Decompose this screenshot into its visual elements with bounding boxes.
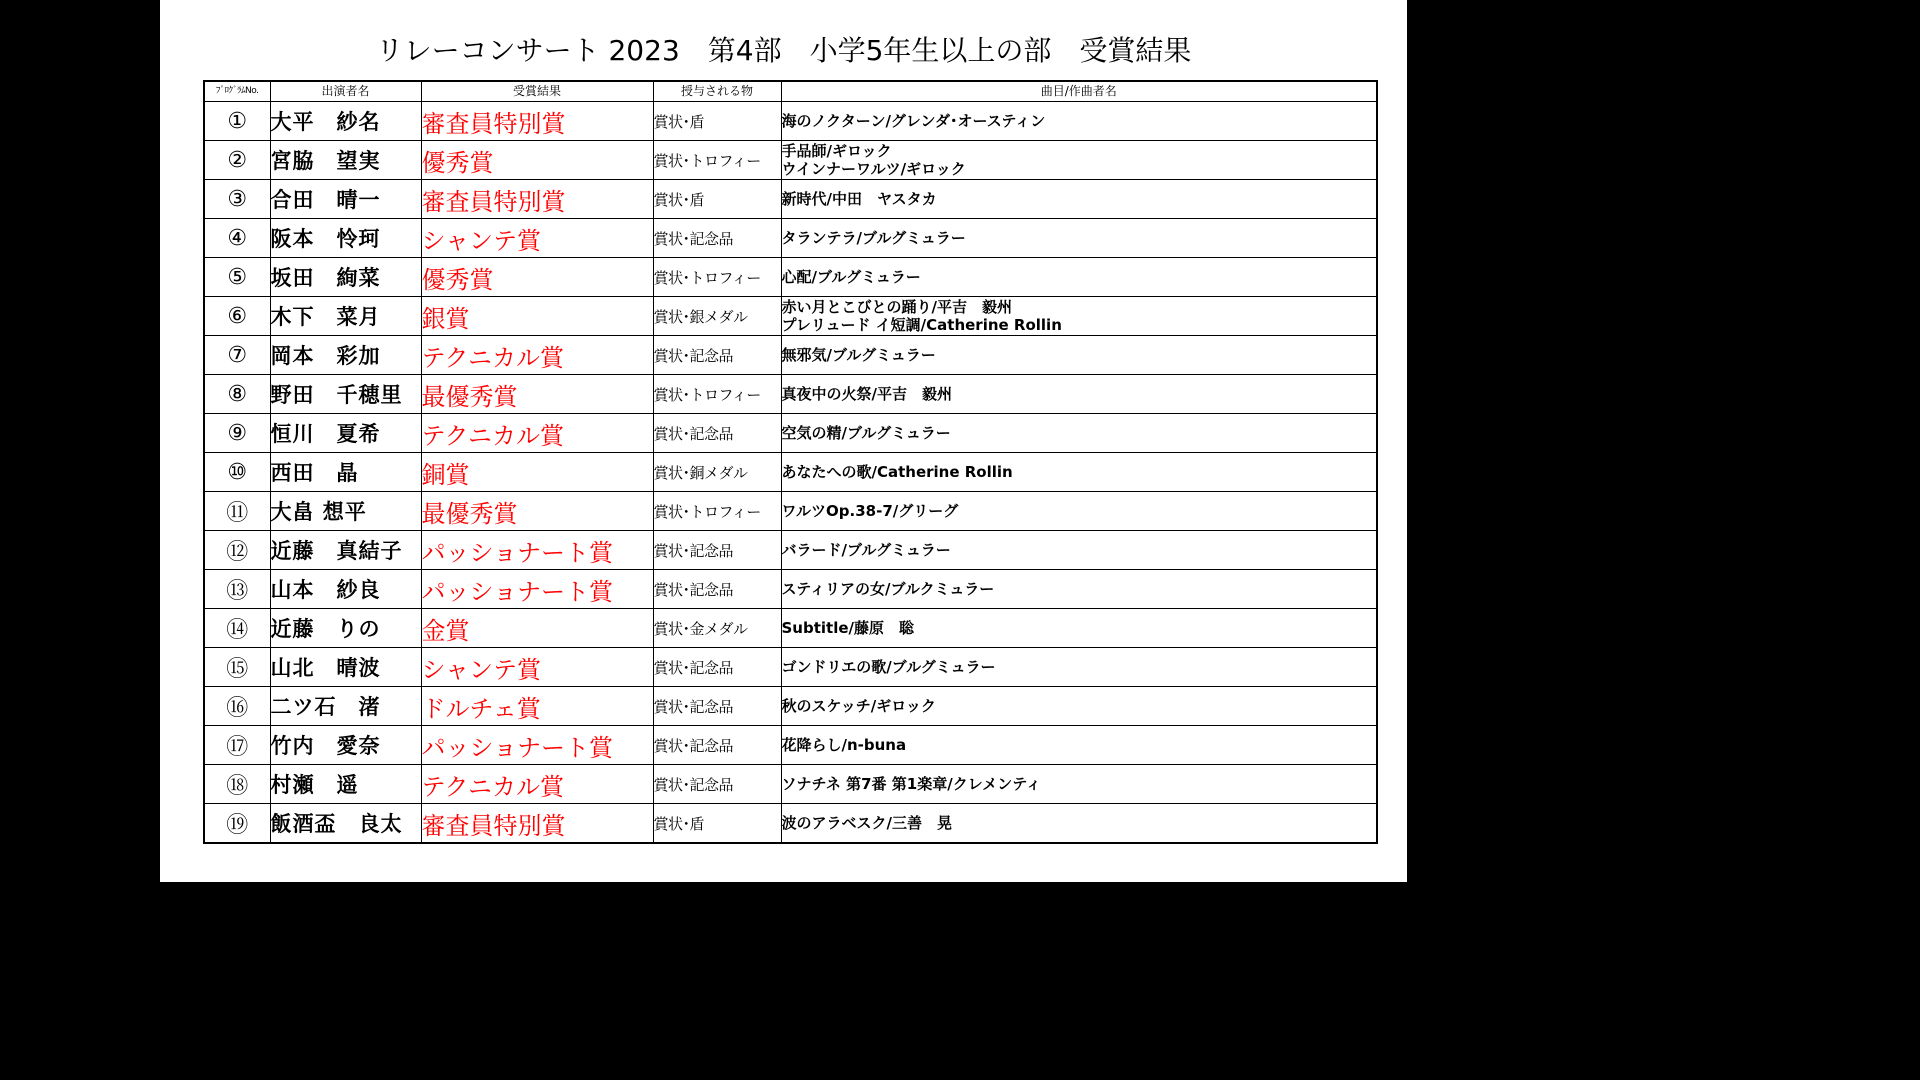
program-number: ⑤ [204, 258, 270, 297]
program-number: ⑱ [204, 765, 270, 804]
program-number: ⑪ [204, 492, 270, 531]
results-table [203, 80, 1378, 844]
award-result: テクニカル賞 [421, 336, 653, 375]
program-number: ⑬ [204, 570, 270, 609]
table-row [204, 531, 1377, 570]
table-row [204, 219, 1377, 258]
piece-composer [781, 804, 1377, 844]
program-number: ④ [204, 219, 270, 258]
performer-name: 近藤 りの [270, 609, 421, 648]
table-row [204, 375, 1377, 414]
prize-item: 賞状･銅メダル [653, 453, 781, 492]
piece-composer [781, 102, 1377, 141]
performer-name: 二ツ石 渚 [270, 687, 421, 726]
table-row [204, 414, 1377, 453]
table-row [204, 609, 1377, 648]
piece-composer [781, 492, 1377, 531]
performer-name: 山本 紗良 [270, 570, 421, 609]
piece-composer [781, 219, 1377, 258]
piece-composer [781, 453, 1377, 492]
page-title: リレーコンサート 2023 第4部 小学5年生以上の部 受賞結果 [375, 34, 1192, 67]
piece-line: 新時代/中田 ヤスタカ [781, 190, 937, 208]
performer-name: 山北 晴波 [270, 648, 421, 687]
award-result: シャンテ賞 [421, 219, 653, 258]
piece-composer [781, 297, 1377, 336]
piece-composer [781, 648, 1377, 687]
piece-composer [781, 180, 1377, 219]
prize-item: 賞状･盾 [653, 102, 781, 141]
table-row [204, 453, 1377, 492]
piece-line: 海のノクターン/グレンダ･オースティン [781, 112, 1046, 130]
header-row [204, 81, 1377, 102]
program-number: ⑲ [204, 804, 270, 844]
header-result: 受賞結果 [421, 81, 653, 102]
award-result: パッショナート賞 [421, 531, 653, 570]
performer-name: 竹内 愛奈 [270, 726, 421, 765]
award-result: 優秀賞 [421, 141, 653, 180]
table-row [204, 102, 1377, 141]
prize-item: 賞状･記念品 [653, 765, 781, 804]
piece-line: あなたへの歌/Catherine Rollin [781, 463, 1013, 481]
piece-line: 秋のスケッチ/ギロック [781, 697, 936, 715]
table-row [204, 765, 1377, 804]
performer-name: 岡本 彩加 [270, 336, 421, 375]
award-result: 審査員特別賞 [421, 102, 653, 141]
award-result: ドルチェ賞 [421, 687, 653, 726]
performer-name: 合田 晴一 [270, 180, 421, 219]
piece-line: 波のアラベスク/三善 晃 [781, 814, 952, 832]
piece-composer [781, 375, 1377, 414]
award-result: 審査員特別賞 [421, 804, 653, 844]
table-header [204, 81, 1377, 102]
prize-item: 賞状･記念品 [653, 726, 781, 765]
piece-composer [781, 141, 1377, 180]
program-number: ⑦ [204, 336, 270, 375]
piece-composer [781, 687, 1377, 726]
performer-name: 西田 晶 [270, 453, 421, 492]
prize-item: 賞状･記念品 [653, 531, 781, 570]
prize-item: 賞状･記念品 [653, 687, 781, 726]
piece-line: ウインナーワルツ/ギロック [781, 160, 966, 178]
piece-line: バラード/ブルグミュラー [781, 541, 951, 559]
performer-name: 村瀬 遥 [270, 765, 421, 804]
performer-name: 飯酒盃 良太 [270, 804, 421, 844]
piece-line: タランテラ/ブルグミュラー [781, 229, 966, 247]
award-result: 審査員特別賞 [421, 180, 653, 219]
program-number: ⑩ [204, 453, 270, 492]
piece-line: 花降らし/n-buna [781, 736, 907, 754]
piece-line: 無邪気/ブルグミュラー [781, 346, 936, 364]
piece-composer [781, 609, 1377, 648]
prize-item: 賞状･トロフィー [653, 375, 781, 414]
table-row [204, 492, 1377, 531]
header-prize: 授与される物 [653, 81, 781, 102]
performer-name: 木下 菜月 [270, 297, 421, 336]
piece-line: 真夜中の火祭/平吉 毅州 [781, 385, 952, 403]
header-performer: 出演者名 [270, 81, 421, 102]
prize-item: 賞状･銀メダル [653, 297, 781, 336]
program-number: ⑭ [204, 609, 270, 648]
table-row [204, 258, 1377, 297]
table-row [204, 336, 1377, 375]
piece-line: スティリアの女/ブルクミュラー [781, 580, 995, 598]
table-row [204, 648, 1377, 687]
header-program-no: ﾌﾟﾛｸﾞﾗﾑNo. [204, 81, 270, 102]
award-result: 最優秀賞 [421, 375, 653, 414]
piece-composer [781, 414, 1377, 453]
program-number: ⑮ [204, 648, 270, 687]
table-row [204, 180, 1377, 219]
program-number: ⑧ [204, 375, 270, 414]
piece-composer [781, 531, 1377, 570]
award-result: テクニカル賞 [421, 414, 653, 453]
award-result: 銅賞 [421, 453, 653, 492]
program-number: ⑰ [204, 726, 270, 765]
award-result: シャンテ賞 [421, 648, 653, 687]
award-result: 金賞 [421, 609, 653, 648]
table-row [204, 297, 1377, 336]
performer-name: 野田 千穂里 [270, 375, 421, 414]
table-row [204, 141, 1377, 180]
program-number: ⑫ [204, 531, 270, 570]
award-result: パッショナート賞 [421, 726, 653, 765]
piece-line: 空気の精/ブルグミュラー [781, 424, 951, 442]
program-number: ⑥ [204, 297, 270, 336]
performer-name: 阪本 怜珂 [270, 219, 421, 258]
prize-item: 賞状･金メダル [653, 609, 781, 648]
prize-item: 賞状･記念品 [653, 414, 781, 453]
piece-composer [781, 726, 1377, 765]
table-row [204, 726, 1377, 765]
program-number: ⑯ [204, 687, 270, 726]
piece-line: ワルツOp.38-7/グリーグ [781, 502, 959, 520]
program-number: ① [204, 102, 270, 141]
piece-composer [781, 765, 1377, 804]
program-number: ③ [204, 180, 270, 219]
prize-item: 賞状･盾 [653, 180, 781, 219]
table-row [204, 570, 1377, 609]
award-result: パッショナート賞 [421, 570, 653, 609]
performer-name: 近藤 真結子 [270, 531, 421, 570]
piece-line: 赤い月とこびとの踊り/平吉 毅州 [781, 298, 1012, 316]
program-number: ⑨ [204, 414, 270, 453]
piece-line: ゴンドリエの歌/ブルグミュラー [781, 658, 996, 676]
award-result: 銀賞 [421, 297, 653, 336]
performer-name: 宮脇 望実 [270, 141, 421, 180]
piece-line: 心配/ブルグミュラー [781, 268, 921, 286]
piece-line: 手品師/ギロック [781, 142, 892, 160]
prize-item: 賞状･トロフィー [653, 141, 781, 180]
table-row [204, 804, 1377, 844]
award-result: 優秀賞 [421, 258, 653, 297]
performer-name: 坂田 絢菜 [270, 258, 421, 297]
table-row [204, 687, 1377, 726]
piece-line: ソナチネ 第7番 第1楽章/クレメンティ [781, 775, 1042, 793]
piece-composer [781, 258, 1377, 297]
piece-composer [781, 336, 1377, 375]
prize-item: 賞状･記念品 [653, 570, 781, 609]
award-result: 最優秀賞 [421, 492, 653, 531]
piece-line: プレリュード イ短調/Catherine Rollin [781, 316, 1062, 334]
award-result: テクニカル賞 [421, 765, 653, 804]
piece-composer [781, 570, 1377, 609]
piece-line: Subtitle/藤原 聡 [781, 619, 914, 637]
prize-item: 賞状･記念品 [653, 219, 781, 258]
prize-item: 賞状･記念品 [653, 336, 781, 375]
performer-name: 恒川 夏希 [270, 414, 421, 453]
prize-item: 賞状･記念品 [653, 648, 781, 687]
prize-item: 賞状･トロフィー [653, 258, 781, 297]
prize-item: 賞状･盾 [653, 804, 781, 844]
prize-item: 賞状･トロフィー [653, 492, 781, 531]
program-number: ② [204, 141, 270, 180]
results-page [160, 0, 1407, 882]
performer-name: 大畠 想平 [270, 492, 421, 531]
table-body [204, 102, 1377, 844]
performer-name: 大平 紗名 [270, 102, 421, 141]
header-piece: 曲目/作曲者名 [781, 81, 1377, 102]
